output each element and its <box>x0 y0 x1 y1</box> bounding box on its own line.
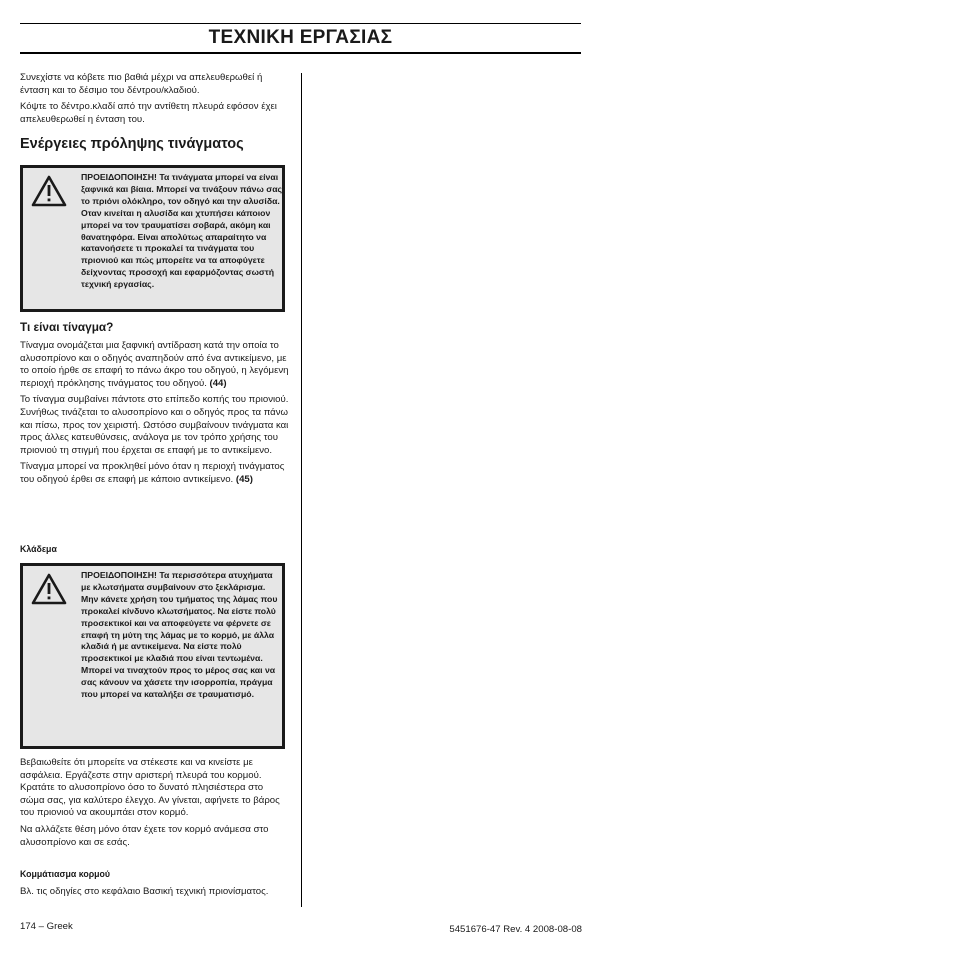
warning-text-kickback: ΠΡΟΕΙΔΟΠΟΙΗΣΗ! Τα τινάγματα μπορεί να είναι ξαφνικά και βίαια. Μπορεί να τινάξουν πάνω σας το πριόνι ολόκληρο, τον οδηγό και την αλυσίδα. Οταν κινείται η αλυσίδα και χτυπήσει κάποιον μπορεί να τον τραυματίσει σοβαρά, ακόμη και θανατηφόρα. Είναι απολύτως απαραίτητο να κατανοήσετε τι προκαλεί τα τινάγματα του πριονιού και πώς μπορείτε να τα αποφύγετε δείχνοντας προσοχή και εφαρμόζοντας σωστή τεχνική εργασίας. <box>81 172 283 290</box>
intro-text <box>20 72 290 126</box>
page-title: ΤΕΧΝΙΚΗ ΕΡΓΑΣΙΑΣ <box>208 27 393 48</box>
cutting-paragraph-1: Βλ. τις οδηγίες στο κεφάλαιο Βασική τεχνική πριονίσματος. <box>20 886 269 897</box>
warning-box-pruning <box>20 563 285 749</box>
warning-box-kickback <box>20 165 285 312</box>
intro-paragraph-1: Συνεχίστε να κόβετε πιο βαθιά μέχρι να απελευθερωθεί ή ένταση και το δέσιμο του δέντρου/κλαδιού. <box>20 72 263 96</box>
what-is-text <box>20 340 290 487</box>
cutting-subheading: Κομμάτιασμα κορμού <box>20 869 111 879</box>
column-divider <box>301 73 302 907</box>
document-reference: 5451676-47 Rev. 4 2008-08-08 <box>449 924 582 935</box>
header-rule-top <box>20 23 581 24</box>
warning-triangle-icon <box>30 572 68 606</box>
header-rule-bottom <box>20 52 581 54</box>
what-is-paragraph-1-text: Τίναγμα ονομάζεται μια ξαφνική αντίδραση κατά την οποία το αλυσοπρίονο και ο οδηγός αναπηδούν από ένα αντικείμενο, με το οποίο ήρθε σε επαφή το πάνω άκρο του οδηγού, η λεγόμενη περιοχή πρόκλησης τινάγματος του οδηγού. <box>20 340 289 389</box>
figure-ref-45: (45) <box>235 473 253 485</box>
after-paragraph-2: Να αλλάζετε θέση μόνο όταν έχετε τον κορμό ανάμεσα στο αλυσοπρίονο και σε εσάς. <box>20 823 269 848</box>
intro-paragraph-2: Κόψτε το δέντρο.κλαδί από την αντίθετη πλευρά εφόσον έχει απελευθερωθεί η ένταση του. <box>20 101 277 125</box>
figure-ref-44: (44) <box>209 377 227 389</box>
what-is-paragraph-3-text: Τίναγμα μπορεί να προκληθεί μόνο όταν η περιοχή τινάγματος του οδηγού έρθει σε επαφή με κάποιο αντικείμενο. <box>20 461 285 485</box>
cutting-text <box>20 886 290 899</box>
what-is-paragraph-1 <box>20 340 290 390</box>
what-is-paragraph-2: Το τίναγμα συμβαίνει πάντοτε στο επίπεδο κοπής του πριονιού. Συνήθως τινάζεται το αλυσοπρίονο και ο οδηγός προς τα πάνω και πίσω, προς τον χειριστή. Ωστόσο συμβαίνουν τινάγματα και προς άλλες κατευθύνσεις, ανάλογα με τον τρόπο χρήσης του πριονιού τη στιγμή που έρχεται σε επαφή με το αντικείμενο. <box>20 394 289 456</box>
section-heading: Ενέργειες πρόληψης τινάγματος <box>20 136 244 152</box>
what-is-paragraph-3 <box>20 461 290 486</box>
warning-triangle-icon <box>30 174 68 208</box>
pruning-subheading: Κλάδεμα <box>20 544 57 554</box>
page-number: 174 – Greek <box>20 921 73 932</box>
after-paragraph-1: Βεβαιωθείτε ότι μπορείτε να στέκεστε και να κινείστε με ασφάλεια. Εργάζεστε στην αριστερή πλευρά του κορμού. Κρατάτε το αλυσοπρίονο όσο το δυνατό πλησιέστερα στο σώμα σας, για καλύτερο έλεγχο. Αν γίνεται, αφήνετε το βάρος του πριονιού να ακουμπάει στον κορμό. <box>20 757 280 819</box>
warning-text-pruning: ΠΡΟΕΙΔΟΠΟΙΗΣΗ! Τα περισσότερα ατυχήματα με κλωτσήματα συμβαίνουν στο ξεκλάρισμα. Μην κάνετε χρήση του τμήματος της λάμας που προκαλεί κίνδυνο κλωτσήματος. Να είστε πολύ προσεκτικοί και να αποφεύγετε να φέρνετε σε επαφή τη μύτη της λάμας με το κορμό, με άλλα κλαδιά ή με αντικείμενα. Να είστε πολύ προσεκτικοί με κλαδιά που είναι τεντωμένα. Μπορεί να τιναχτούν προς το μέρος σας και να σας κάνουν να χάσετε την ισορροπία, πράγμα που μπορεί να καταλήξει σε τραυματισμό. <box>81 570 278 700</box>
what-is-heading: Τι είναι τίναγμα? <box>20 320 114 334</box>
after-text <box>20 757 290 849</box>
